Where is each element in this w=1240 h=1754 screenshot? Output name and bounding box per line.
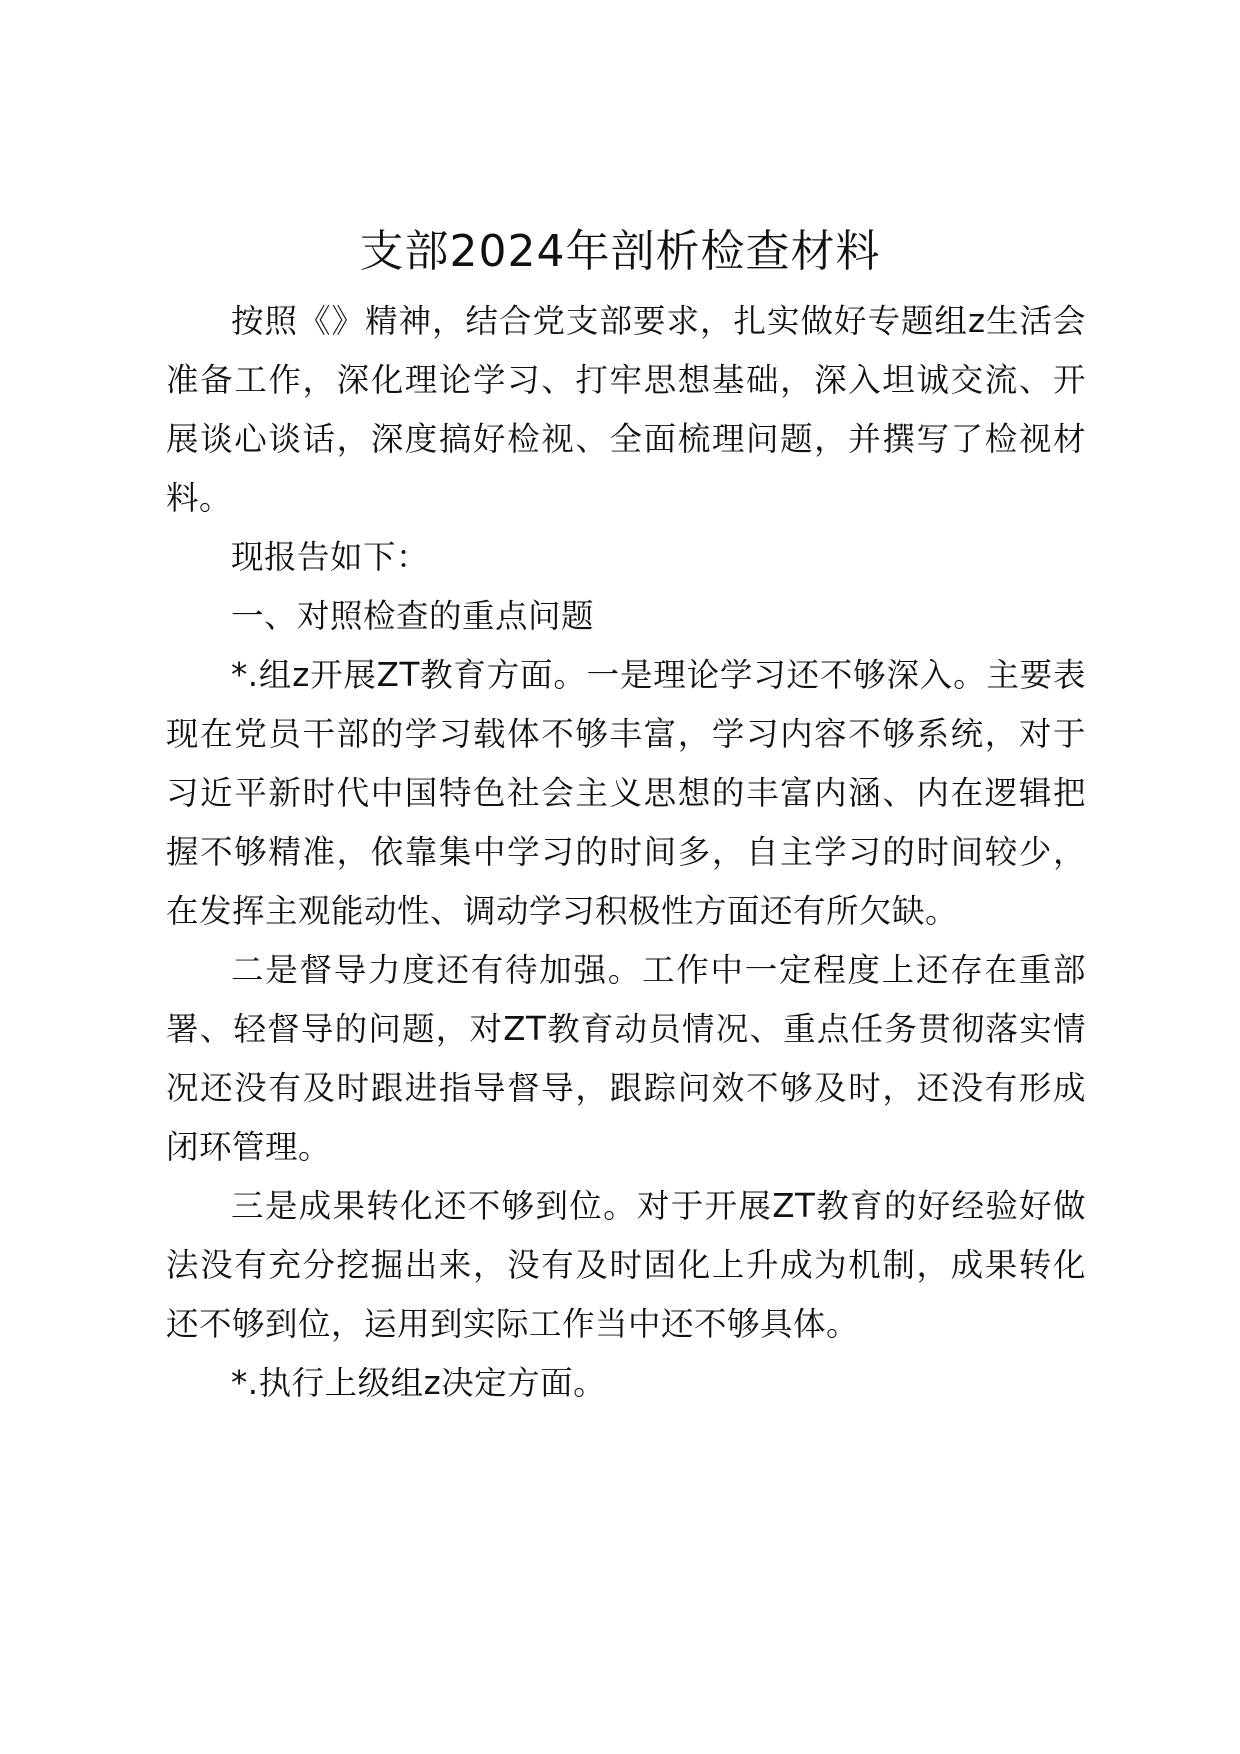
document-body [166, 292, 1086, 1413]
paragraph-report: 现报告如下： [231, 538, 430, 576]
paragraph-item-2: 二是督导力度还有待加强。工作中一定程度上还存在重部署、轻督导的问题，对ZT教育动员情况、重点任务贯彻落实情况还没有及时跟进指导督导，跟踪问效不够及时，还没有形成闭环管理。 [166, 951, 1086, 1166]
section-heading: 一、对照检查的重点问题 [231, 597, 595, 635]
document-title: 支部2024年剖析检查材料 [359, 226, 881, 277]
paragraph-item-1: *.组z开展ZT教育方面。一是理论学习还不够深入。主要表现在党员干部的学习载体不够丰富，学习内容不够系统，对于习近平新时代中国特色社会主义思想的丰富内涵、内在逻辑把握不够精准，依靠集中学习的时间多，自主学习的时间较少，在发挥主观能动性、调动学习积极性方面还有所欠缺。 [166, 656, 1086, 930]
paragraph-item-3: 三是成果转化还不够到位。对于开展ZT教育的好经验好做法没有充分挖掘出来，没有及时固化上升成为机制，成果转化还不够到位，运用到实际工作当中还不够具体。 [166, 1187, 1086, 1343]
paragraph-intro: 按照《》精神，结合党支部要求，扎实做好专题组z生活会准备工作，深化理论学习、打牢思想基础，深入坦诚交流、开展谈心谈话，深度搞好检视、全面梳理问题，并撰写了检视材料。 [166, 302, 1086, 517]
paragraph-item-4: *.执行上级组z决定方面。 [231, 1364, 607, 1402]
